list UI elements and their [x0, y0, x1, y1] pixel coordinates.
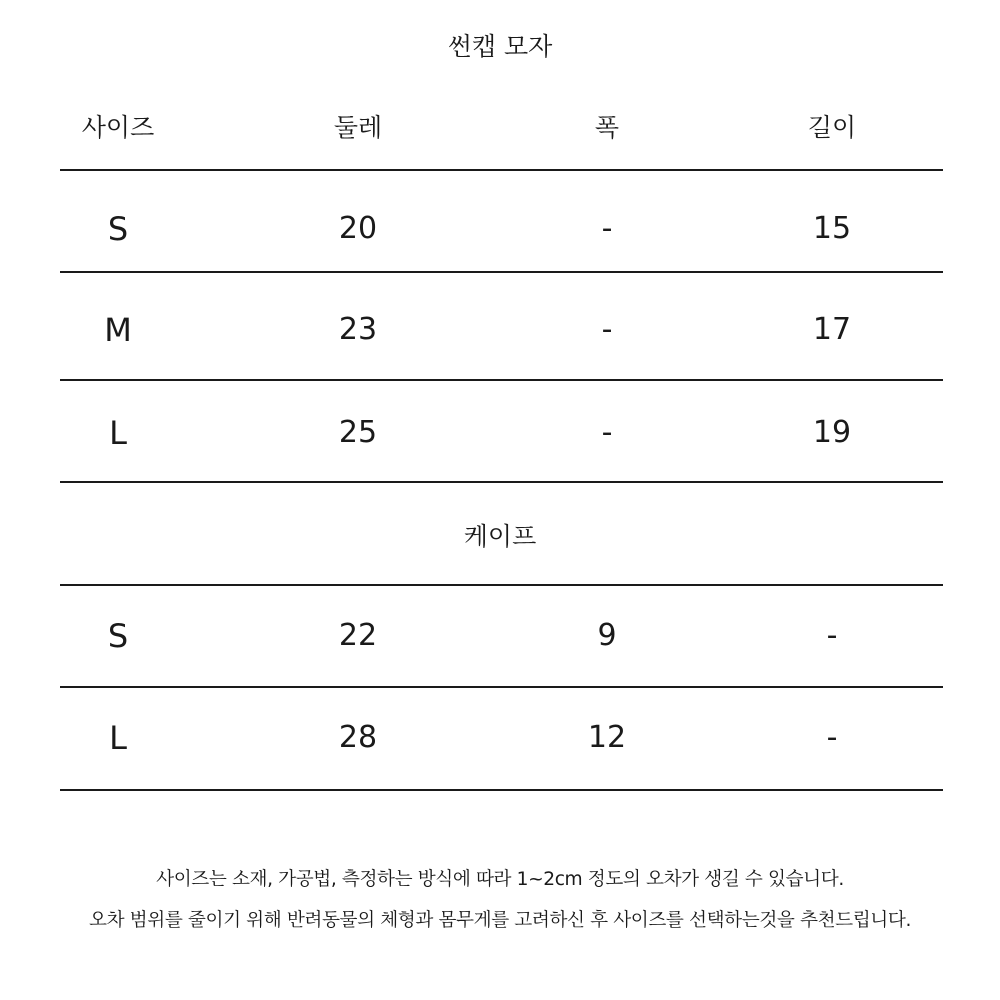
width-value: 12 — [587, 720, 627, 755]
cape-title: 케이프 — [463, 522, 537, 551]
length-value: 15 — [812, 211, 852, 246]
header-width: 폭 — [594, 113, 620, 142]
size-note-tolerance: 사이즈는 소재, 가공법, 측정하는 방식에 따라 1~2cm 정도의 오차가 생길 수 있습니다. — [156, 869, 844, 890]
width-value: - — [601, 415, 613, 450]
table-divider — [60, 584, 943, 586]
table-row — [0, 616, 1000, 656]
width-value: 9 — [597, 618, 617, 653]
header-size: 사이즈 — [81, 113, 155, 142]
header-length: 길이 — [807, 113, 857, 142]
circumference-value: 25 — [338, 415, 378, 450]
size-table-header — [0, 108, 1000, 148]
circumference-value: 20 — [338, 211, 378, 246]
width-value: - — [601, 312, 613, 347]
table-divider — [60, 789, 943, 791]
size-label: L — [109, 719, 127, 757]
length-value: 19 — [812, 415, 852, 450]
length-value: - — [826, 618, 838, 653]
sun-cap-title: 썬캡 모자 — [447, 32, 553, 61]
table-divider — [60, 169, 943, 171]
length-value: - — [826, 720, 838, 755]
table-row — [0, 718, 1000, 758]
table-divider — [60, 271, 943, 273]
table-divider — [60, 481, 943, 483]
table-divider — [60, 686, 943, 688]
size-label: S — [107, 210, 129, 248]
length-value: 17 — [812, 312, 852, 347]
size-note-recommendation: 오차 범위를 줄이기 위해 반려동물의 체형과 몸무게를 고려하신 후 사이즈를 선택하는것을 추천드립니다. — [89, 910, 911, 931]
size-label: S — [107, 617, 129, 655]
circumference-value: 28 — [338, 720, 378, 755]
width-value: - — [601, 211, 613, 246]
table-row — [0, 310, 1000, 350]
size-label: M — [104, 311, 132, 349]
table-row — [0, 413, 1000, 453]
circumference-value: 22 — [338, 618, 378, 653]
table-row — [0, 209, 1000, 249]
table-divider — [60, 379, 943, 381]
header-circumference: 둘레 — [333, 113, 383, 142]
circumference-value: 23 — [338, 312, 378, 347]
size-label: L — [109, 414, 127, 452]
